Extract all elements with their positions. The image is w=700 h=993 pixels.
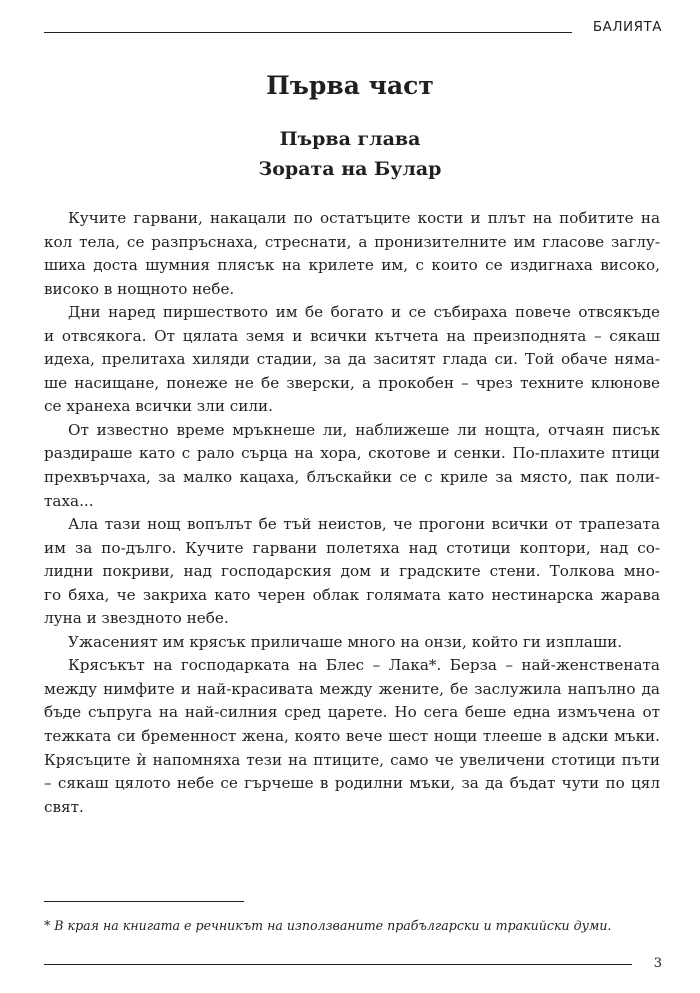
text-line: Крясъкът на господарката на Блес – Лака*. Берза – най-женствената: [68, 656, 660, 675]
text-line: Крясъците ѝ напомняха тези на птиците, само че увеличени стотици пъти: [44, 750, 660, 769]
footer-rule: [44, 964, 632, 965]
text-line: Ужасеният им крясък приличаше много на онзи, който ги изплаши.: [68, 632, 623, 651]
text-line: и отвсякога. От цялата земя и всички кътчета на преизподнята – сякаш: [44, 326, 660, 345]
chapter-title: Зората на Булар: [258, 158, 442, 180]
footnote-rule: [44, 901, 244, 902]
running-head: БАЛИЯТА: [592, 19, 662, 35]
text-line: идеха, прелитаха хиляди стадии, за да заситят глада си. Той обаче няма-: [44, 350, 660, 369]
text-line: Кучите гарвани, накацали по остатъците кости и плът на побитите на: [68, 209, 660, 227]
text-line: високо в нощното небе.: [44, 279, 235, 298]
text-line: раздираше като с рало сърца на хора, скотове и сенки. По-плахите птици: [44, 444, 660, 463]
text-line: Ала тази нощ вопълът бе тъй неистов, че прогони всички от трапезата: [68, 515, 660, 534]
footnote: * В края на книгата е речникът на използваните прабългарски и тракийски думи.: [44, 918, 612, 933]
text-line: свят.: [44, 797, 84, 816]
text-line: луна и звездното небе.: [44, 609, 229, 628]
text-line: – сякаш цялото небе се гърчеше в родилни мъки, за да бъдат чути по цял: [44, 774, 660, 793]
text-line: го бяха, че закриха като черен облак голямата като нестинарска жарава: [44, 585, 660, 604]
chapter-number: Първа глава: [279, 128, 421, 150]
text-line: таха...: [44, 491, 94, 510]
text-line: прехвърчаха, за малко кацаха, блъскайки се с криле за място, пак поли-: [44, 468, 660, 487]
text-line: ше насищане, понеже не бе зверски, а прокобен – чрез техните клюнове: [44, 373, 660, 392]
text-line: им за по-дълго. Кучите гарвани полетяха над стотици коптори, над со-: [44, 538, 660, 557]
text-line: се хранеха всички зли сили.: [44, 397, 273, 416]
text-line: Дни наред пиршеството им бе богато и се събираха повече отвсякъде: [68, 303, 660, 322]
body-text: [44, 207, 660, 819]
part-title: Първа част: [266, 71, 434, 100]
text-line: лидни покриви, над господарския дом и градските стени. Толкова мно-: [44, 562, 660, 581]
text-line: От известно време мръкнеше ли, наближеше ли нощта, отчаян писък: [68, 420, 660, 439]
text-line: тежката си бременност жена, която вече шест нощи тлееше в адски мъки.: [44, 727, 660, 746]
text-line: шиха доста шумния плясък на крилете им, с които се издигнаха високо,: [44, 256, 660, 275]
text-line: бъде съпруга на най-силния сред царете. Но сега беше една измъчена от: [44, 703, 660, 722]
text-line: кол тела, се разпръснаха, стреснати, а пронизителните им гласове заглу-: [44, 232, 660, 251]
page-number: 3: [653, 956, 662, 971]
header-rule: [44, 32, 572, 33]
text-line: между нимфите и най-красивата между жените, бе заслужила напълно да: [44, 679, 660, 698]
